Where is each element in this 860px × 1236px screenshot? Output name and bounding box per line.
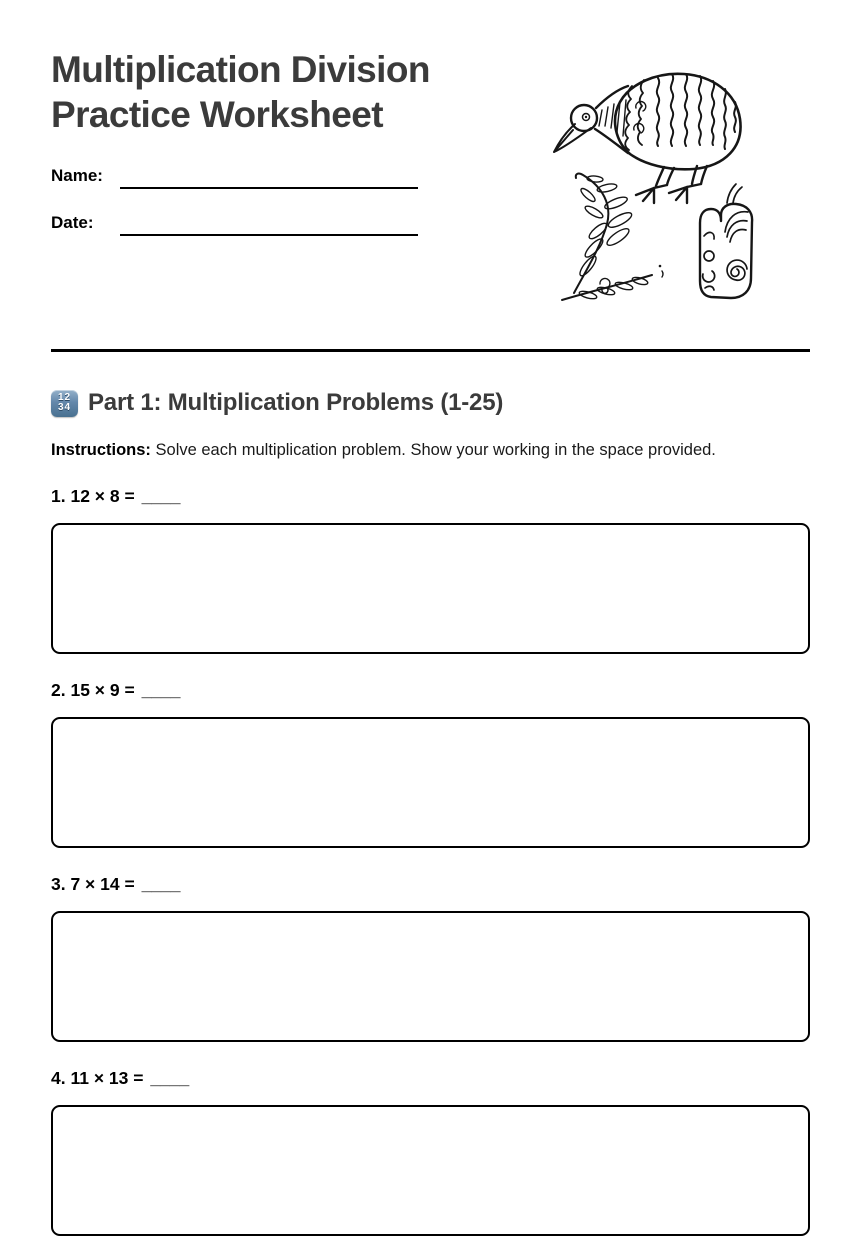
header-illustration bbox=[550, 62, 812, 304]
date-blank-line bbox=[120, 234, 418, 236]
input-numbers-icon-bottom: 34 bbox=[57, 402, 72, 413]
problem-1-label bbox=[51, 486, 810, 506]
problem-1-answer-blank: ____ bbox=[141, 486, 181, 506]
input-numbers-icon-top: 12 bbox=[57, 392, 72, 403]
page-title-line2: Practice Worksheet bbox=[51, 94, 383, 135]
instructions-label: Instructions: bbox=[51, 441, 151, 459]
part1-heading-row bbox=[51, 389, 810, 417]
instructions bbox=[51, 440, 810, 460]
kiwi-bird-drawing bbox=[554, 74, 741, 203]
problem-4-answer-blank: ____ bbox=[150, 1068, 190, 1088]
date-label: Date: bbox=[51, 213, 94, 232]
maori-carving-drawing bbox=[700, 184, 752, 298]
problem-2-work-box bbox=[51, 717, 810, 848]
problem-3-label bbox=[51, 874, 810, 894]
problem-2-answer-blank: ____ bbox=[141, 680, 181, 700]
instructions-text: Solve each multiplication problem. Show your working in the space provided. bbox=[155, 441, 716, 459]
problem-3-work-box bbox=[51, 911, 810, 1042]
input-numbers-icon bbox=[51, 390, 78, 417]
problem-3-answer-blank: ____ bbox=[141, 874, 181, 894]
problem-4-label bbox=[51, 1068, 810, 1088]
section-divider bbox=[51, 349, 810, 352]
name-label: Name: bbox=[51, 166, 103, 185]
problem-1-expression: 1. 12 × 8 = bbox=[51, 486, 135, 506]
problem-2-expression: 2. 15 × 9 = bbox=[51, 680, 135, 700]
problem-2-label bbox=[51, 680, 810, 700]
problem-3-expression: 3. 7 × 14 = bbox=[51, 874, 135, 894]
kiwi-fern-carving-svg bbox=[550, 62, 812, 304]
name-blank-line bbox=[120, 187, 418, 189]
problem-1-work-box bbox=[51, 523, 810, 654]
fern-drawing bbox=[562, 174, 663, 301]
page-title-line1: Multiplication Division bbox=[51, 49, 430, 90]
problem-4-expression: 4. 11 × 13 = bbox=[51, 1068, 144, 1088]
part1-heading: Part 1: Multiplication Problems (1-25) bbox=[88, 389, 504, 416]
problem-4-work-box bbox=[51, 1105, 810, 1236]
